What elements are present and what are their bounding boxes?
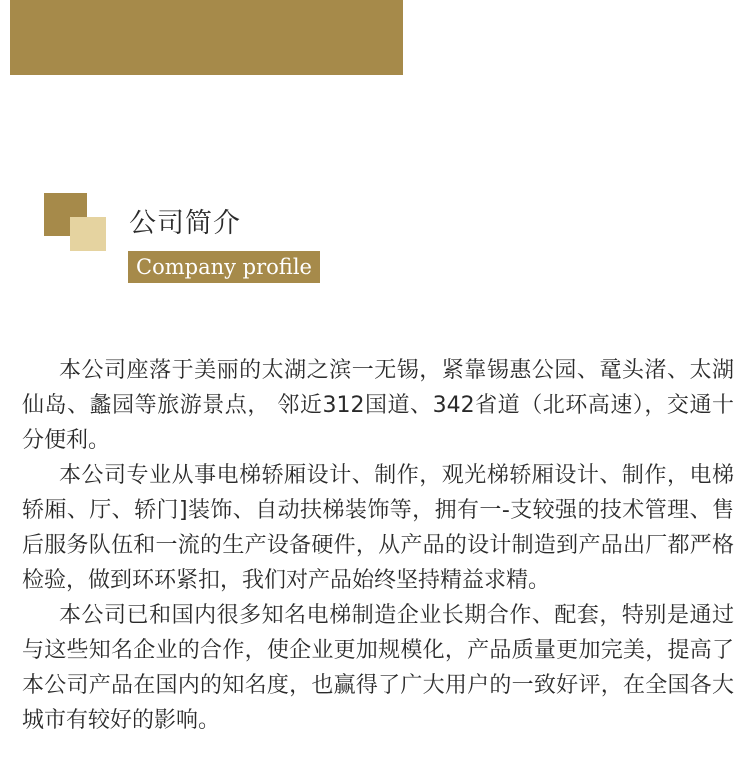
company-profile-text — [22, 353, 734, 738]
section-title: 公司简介 — [129, 208, 241, 239]
top-banner — [10, 0, 403, 75]
paragraph-business: 本公司专业从事电梯轿厢设计、制作，观光梯轿厢设计、制作，电梯轿厢、厅、轿门]装饰、自动扶梯装饰等，拥有一-支较强的技术管理、售后服务队伍和一流的生产设备硬件，从产品的设计制造到产品出厂都严格检验，做到环环紧扣，我们对产品始终坚持精益求精。 — [22, 463, 734, 593]
paragraph-partners: 本公司已和国内很多知名电梯制造企业长期合作、配套，特别是通过与这些知名企业的合作，使企业更加规模化，产品质量更加完美，提高了本公司产品在国内的知名度，也赢得了广大用户的一致好评，在全国各大城市有较好的影响。 — [22, 603, 734, 733]
paragraph-location: 本公司座落于美丽的太湖之滨一无锡，紧靠锡惠公园、鼋头渚、太湖仙岛、蠡园等旅游景点， 邻近312国道、342省道（北环高速），交通十分便利。 — [22, 358, 734, 453]
section-subtitle-badge: Company profile — [128, 251, 320, 283]
title-decoration-light-square — [70, 217, 106, 251]
